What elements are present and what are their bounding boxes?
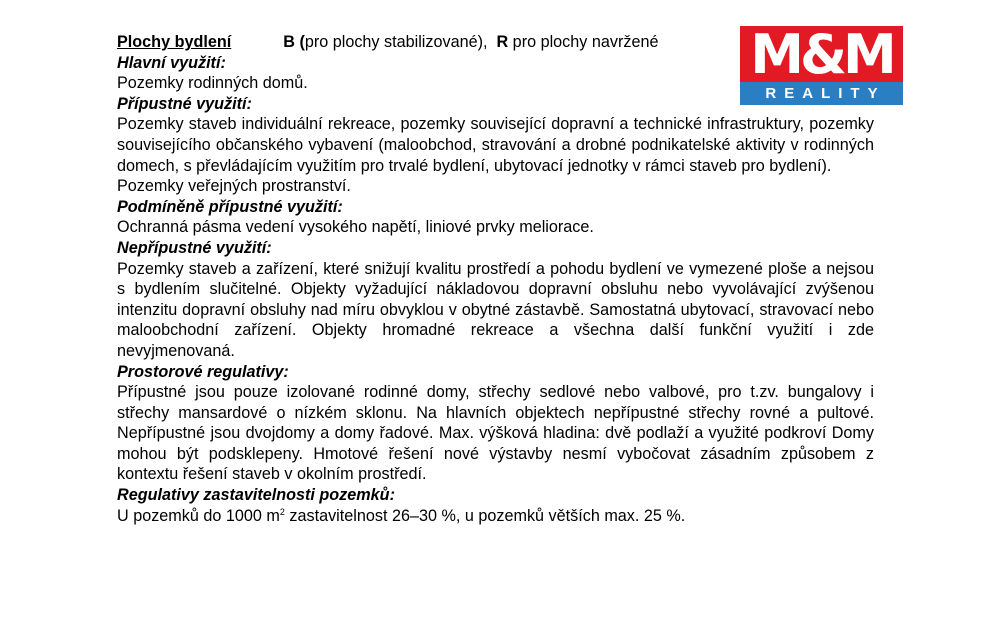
logo-red-band <box>740 26 903 82</box>
heading-prostorove: Prostorové regulativy: <box>117 362 289 381</box>
heading-nepripustne: Nepřípustné využití: <box>117 238 272 257</box>
heading-podminene: Podmíněně přípustné využití: <box>117 197 343 216</box>
page-title: Plochy bydlení <box>117 33 232 51</box>
code-r: R <box>496 33 509 51</box>
paragraph: Pozemky staveb a zařízení, které snižují kvalitu prostředí a pohodu bydlení ve vymezené ploše a nejsou s bydlením slučitelné. Objekty vyžadující nákladovou dopravní obsluhu nebo vyvolávající zvýšenou intenzitu dopravní obsluhy nad míru obvyklou v obytné zástavbě. Samostatná ubytovací, stravovací nebo maloobchodní zařízení. Objekty hromadné rekreace a všechna další funkční využití i zde nevyjmenovaná. <box>117 259 874 360</box>
heading-pripustne: Přípustné využití: <box>117 94 252 113</box>
company-logo <box>740 26 903 105</box>
paragraph: Pozemky veřejných prostranství. <box>117 177 351 196</box>
heading-zastavitelnost: Regulativy zastavitelnosti pozemků: <box>117 486 395 505</box>
paragraph: Pozemky staveb individuální rekreace, pozemky související dopravní a technické infrastruktury, pozemky souvisejícího občanského vybavení (maloobchod, stravování a drobné podnikatelské aktivity v rodinných domech, s převládajícím využitím pro trvalé bydlení, ubytovací jednotky v rámci staveb pro bydlení). <box>117 115 874 175</box>
paragraph-zastavitelnost <box>117 506 874 527</box>
code-b-text: pro plochy stabilizované), <box>304 33 488 51</box>
logo-name: M&M <box>750 26 893 82</box>
code-b: B ( <box>283 33 305 51</box>
document-body <box>117 32 874 526</box>
paragraph: Pozemky rodinných domů. <box>117 74 308 93</box>
code-r-text: pro plochy navržené <box>508 33 659 51</box>
superscript-2: 2 <box>279 506 285 517</box>
logo-blue-band <box>740 82 903 105</box>
paragraph: Přípustné jsou pouze izolované rodinné domy, střechy sedlové nebo valbové, pro t.zv. bungalovy i střechy mansardové o nízkém sklonu. Na hlavních objektech nepřípustné střechy rovné a pultové. Nepřípustné jsou dvojdomy a domy řadové. Max. výšková hladina: dvě podlaží a využité podkroví Domy mohou být podsklepeny. Hmotové řešení nové výstavby nesmí vybočovat zásadním způsobem z kontextu řešení staveb v okolním prostředí. <box>117 383 874 484</box>
logo-sub: REALITY <box>765 85 886 102</box>
heading-hlavni: Hlavní využití: <box>117 53 226 72</box>
paragraph: Ochranná pásma vedení vysokého napětí, liniové prvky meliorace. <box>117 218 594 237</box>
zast-text-before: U pozemků do 1000 m <box>117 506 280 525</box>
zast-text-after: zastavitelnost 26–30 %, u pozemků větších max. 25 %. <box>284 506 686 525</box>
